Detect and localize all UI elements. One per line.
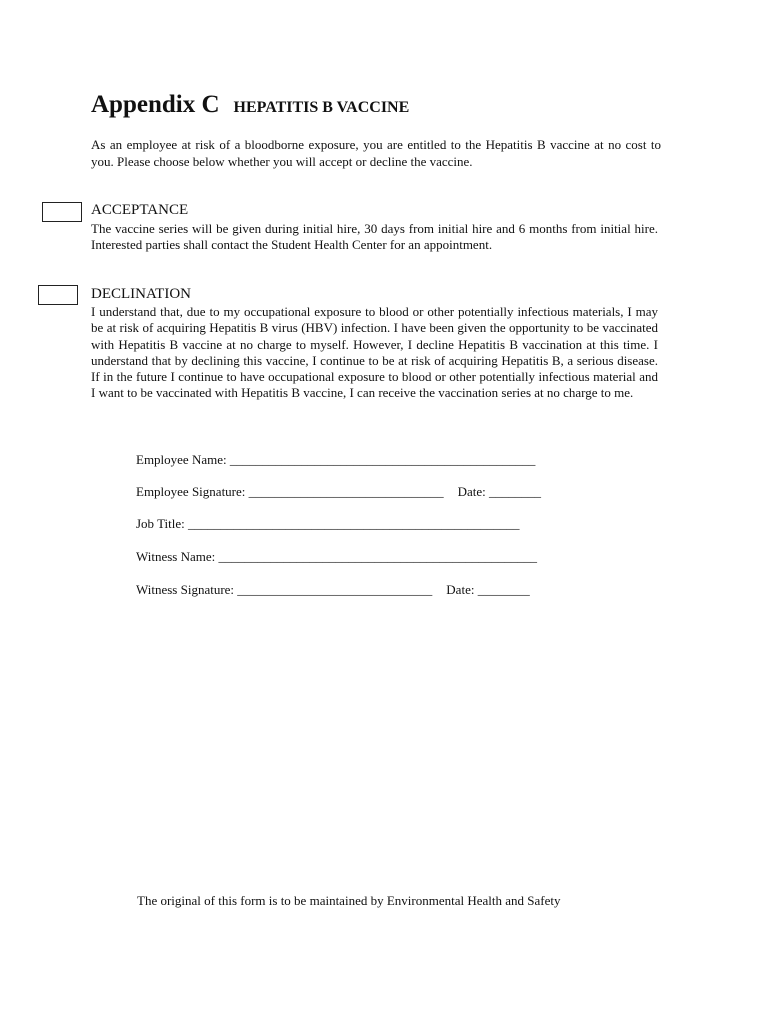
job-title-field[interactable]: Job Title: ___________________________________________________ (136, 516, 520, 531)
employee-signature-row (136, 484, 541, 500)
acceptance-checkbox[interactable] (42, 202, 82, 222)
witness-name-field[interactable]: Witness Name: _________________________________________________ (136, 549, 538, 564)
acceptance-text: The vaccine series will be given during initial hire, 30 days from initial hire and 6 months from initial hire. Interested parties shall contact the Student Health Center for an appointment. (91, 221, 658, 253)
title-main: Appendix C (91, 91, 220, 118)
footer-note: The original of this form is to be maintained by Environmental Health and Safety (137, 893, 561, 908)
witness-date-field[interactable]: Date: ________ (446, 582, 530, 597)
employee-signature-field[interactable]: Employee Signature: ______________________________ (136, 484, 444, 499)
witness-signature-row (136, 582, 530, 598)
employee-name-field[interactable]: Employee Name: _______________________________________________ (136, 452, 536, 467)
witness-signature-field[interactable]: Witness Signature: ______________________________ (136, 582, 433, 597)
acceptance-heading: ACCEPTANCE (91, 202, 189, 218)
page-title (91, 91, 409, 119)
employee-date-field[interactable]: Date: ________ (457, 484, 542, 499)
declination-text: I understand that, due to my occupational exposure to blood or other potentially infectious materials, I may be at risk of acquiring Hepatitis B virus (HBV) infection. I have been given the opportunity to be vaccinated with Hepatitis B vaccine at no charge to myself. However, I decline Hepatitis B vaccination at this time. I understand that by declining this vaccine, I continue to be at risk of acquiring Hepatitis B, a serious disease. If in the future I continue to have occupational exposure to blood or other potentially infectious material and I want to be vaccinated with Hepatitis B vaccine, I can receive the vaccination series at no charge to me. (91, 304, 658, 401)
declination-heading: DECLINATION (91, 286, 191, 302)
intro-text: As an employee at risk of a bloodborne exposure, you are entitled to the Hepatitis B vaccine at no cost to you. Please choose below whether you will accept or decline the vaccine. (91, 137, 661, 169)
title-sub: HEPATITIS B VACCINE (233, 99, 410, 116)
declination-checkbox[interactable] (38, 285, 78, 305)
